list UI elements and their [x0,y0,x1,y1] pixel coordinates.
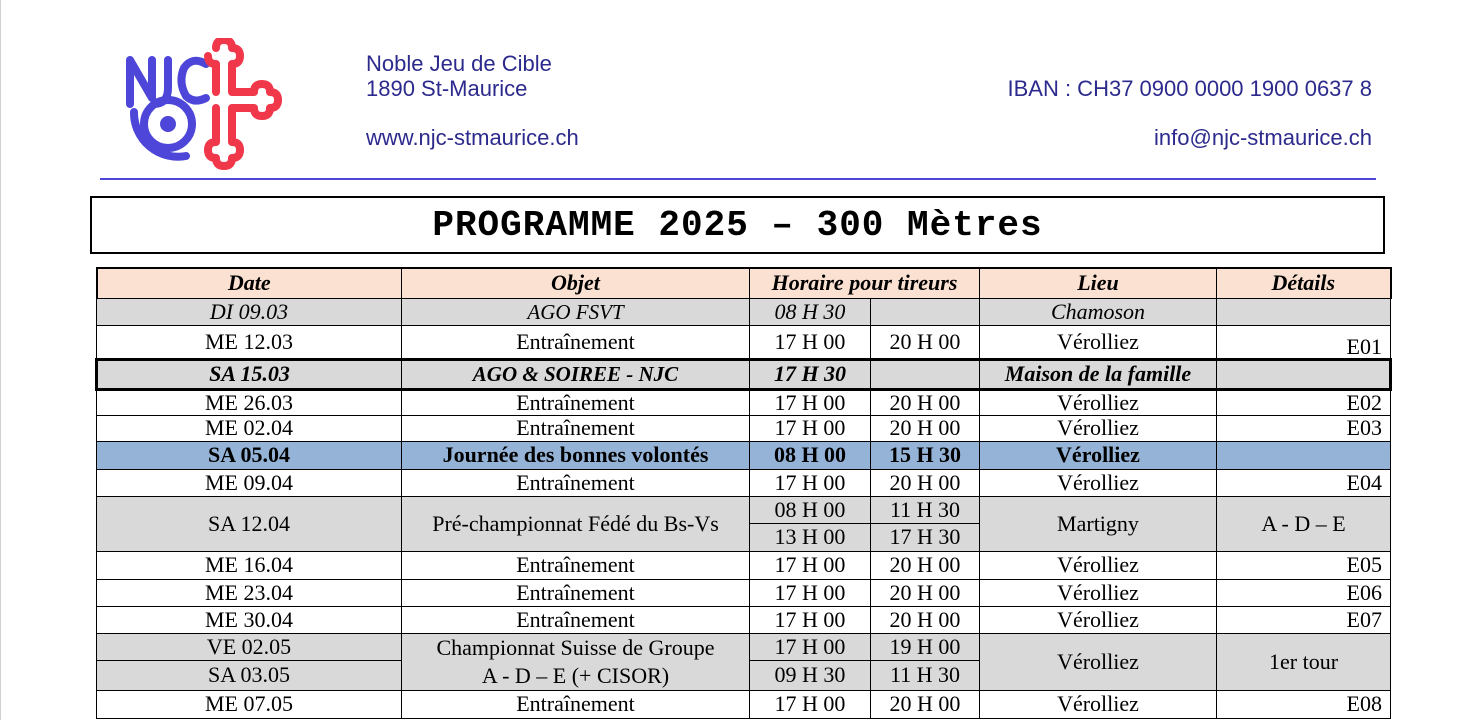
org-name: Noble Jeu de Cible [366,51,552,76]
table-row [97,415,1391,441]
cell-lieu: Vérolliez [980,441,1217,469]
cell-objet: Entraînement [402,389,750,415]
cell-details: A - D – E [1217,496,1391,551]
cell-date: ME 12.03 [97,325,402,359]
col-header-details: Détails [1217,268,1391,298]
cell-objet: AGO & SOIREE - NJC [402,359,750,389]
cell-objet: Entraînement [402,415,750,441]
cell-objet: Entraînement [402,469,750,496]
cell-date: ME 23.04 [97,579,402,606]
cell-horaire-start: 08 H 00 [750,441,871,469]
cell-objet: Journée des bonnes volontés [402,441,750,469]
cell-objet-line: A - D – E (+ CISOR) [481,662,670,688]
page-title: PROGRAMME 2025 – 300 Mètres [432,204,1043,246]
cell-details: E02 [1217,389,1391,415]
cell-objet [402,633,750,690]
table-row [97,551,1391,579]
cell-horaire-start: 08 H 30 [750,298,871,325]
cell-horaire-end: 20 H 00 [871,389,980,415]
cell-date: ME 09.04 [97,469,402,496]
cell-date: DI 09.03 [97,298,402,325]
cell-horaire-start: 17 H 00 [750,325,871,359]
col-header-horaire: Horaire pour tireurs [750,268,980,298]
target-cross-logo-icon [124,38,284,170]
cell-horaire-start: 17 H 00 [750,579,871,606]
cell-date: ME 07.05 [97,690,402,718]
table-row [97,359,1391,389]
cell-details: E04 [1217,469,1391,496]
org-address: 1890 St-Maurice [366,76,528,101]
cell-horaire-end: 11 H 30 [871,496,980,523]
cell-horaire-start: 13 H 00 [750,523,871,551]
cell-details: 1er tour [1217,633,1391,690]
cell-horaire-start: 17 H 00 [750,633,871,661]
cell-date: SA 03.05 [97,661,402,690]
cell-horaire-start: 17 H 00 [750,551,871,579]
cell-objet: Entraînement [402,606,750,633]
cell-horaire-end: 17 H 30 [871,523,980,551]
cell-horaire-end: 20 H 00 [871,579,980,606]
cell-lieu: Vérolliez [980,415,1217,441]
cell-lieu: Vérolliez [980,633,1217,690]
cell-horaire-end: 11 H 30 [871,661,980,690]
cell-lieu: Vérolliez [980,389,1217,415]
cell-lieu: Vérolliez [980,551,1217,579]
page-title-box [90,196,1385,254]
cell-horaire-end: 20 H 00 [871,690,980,718]
cell-details: E07 [1217,606,1391,633]
table-row [97,389,1391,415]
cell-horaire-end: 20 H 00 [871,551,980,579]
cell-horaire-end: 20 H 00 [871,325,980,359]
program-table [95,267,1392,719]
cell-details: E08 [1217,690,1391,718]
cell-date: ME 16.04 [97,551,402,579]
cell-horaire-end [871,298,980,325]
cell-horaire-end: 20 H 00 [871,606,980,633]
table-row [97,496,1391,523]
cell-horaire-start: 17 H 30 [750,359,871,389]
cell-details [1217,441,1391,469]
page-edge [0,0,1,720]
cell-lieu: Vérolliez [980,469,1217,496]
cell-date: SA 12.04 [97,496,402,551]
cell-horaire-start: 08 H 00 [750,496,871,523]
cell-horaire-start: 17 H 00 [750,389,871,415]
cell-objet: Entraînement [402,551,750,579]
cell-horaire-end [871,359,980,389]
cell-horaire-start: 17 H 00 [750,690,871,718]
cell-details: E06 [1217,579,1391,606]
cell-lieu: Martigny [980,496,1217,551]
cell-lieu: Vérolliez [980,579,1217,606]
table-row [97,298,1391,325]
table-row [97,690,1391,718]
website-link[interactable]: www.njc-stmaurice.ch [366,125,579,150]
cell-date: VE 02.05 [97,633,402,661]
table-row [97,441,1391,469]
header-divider [100,178,1376,180]
cell-horaire-end: 20 H 00 [871,469,980,496]
cell-objet: Pré-championnat Fédé du Bs-Vs [402,496,750,551]
cell-lieu: Vérolliez [980,606,1217,633]
table-row [97,606,1391,633]
table-header-row [97,268,1391,298]
cell-objet-line: Championnat Suisse de Groupe [436,634,715,660]
cell-date: SA 15.03 [97,359,402,389]
cell-horaire-end: 15 H 30 [871,441,980,469]
cell-objet: Entraînement [402,325,750,359]
col-header-lieu: Lieu [980,268,1217,298]
cell-details: E05 [1217,551,1391,579]
cell-horaire-end: 19 H 00 [871,633,980,661]
cell-lieu: Maison de la famille [980,359,1217,389]
cell-details [1217,298,1391,325]
cell-date: SA 05.04 [97,441,402,469]
cell-date: ME 26.03 [97,389,402,415]
cell-horaire-end: 20 H 00 [871,415,980,441]
cell-details: E01 [1217,325,1391,359]
cell-horaire-start: 17 H 00 [750,469,871,496]
cell-horaire-start: 17 H 00 [750,415,871,441]
cell-objet: Entraînement [402,579,750,606]
col-header-date: Date [97,268,402,298]
table-row [97,633,1391,661]
email-link[interactable]: info@njc-stmaurice.ch [1154,125,1372,150]
table-row [97,469,1391,496]
table-row [97,579,1391,606]
cell-objet: Entraînement [402,690,750,718]
cell-lieu: Vérolliez [980,325,1217,359]
cell-details: E03 [1217,415,1391,441]
iban-text: IBAN : CH37 0900 0000 1900 0637 8 [1007,76,1372,101]
table-row [97,325,1391,359]
cell-date: ME 02.04 [97,415,402,441]
cell-details [1217,359,1391,389]
col-header-objet: Objet [402,268,750,298]
cell-horaire-start: 09 H 30 [750,661,871,690]
cell-horaire-start: 17 H 00 [750,606,871,633]
cell-date: ME 30.04 [97,606,402,633]
cell-objet: AGO FSVT [402,298,750,325]
cell-lieu: Chamoson [980,298,1217,325]
cell-lieu: Vérolliez [980,690,1217,718]
